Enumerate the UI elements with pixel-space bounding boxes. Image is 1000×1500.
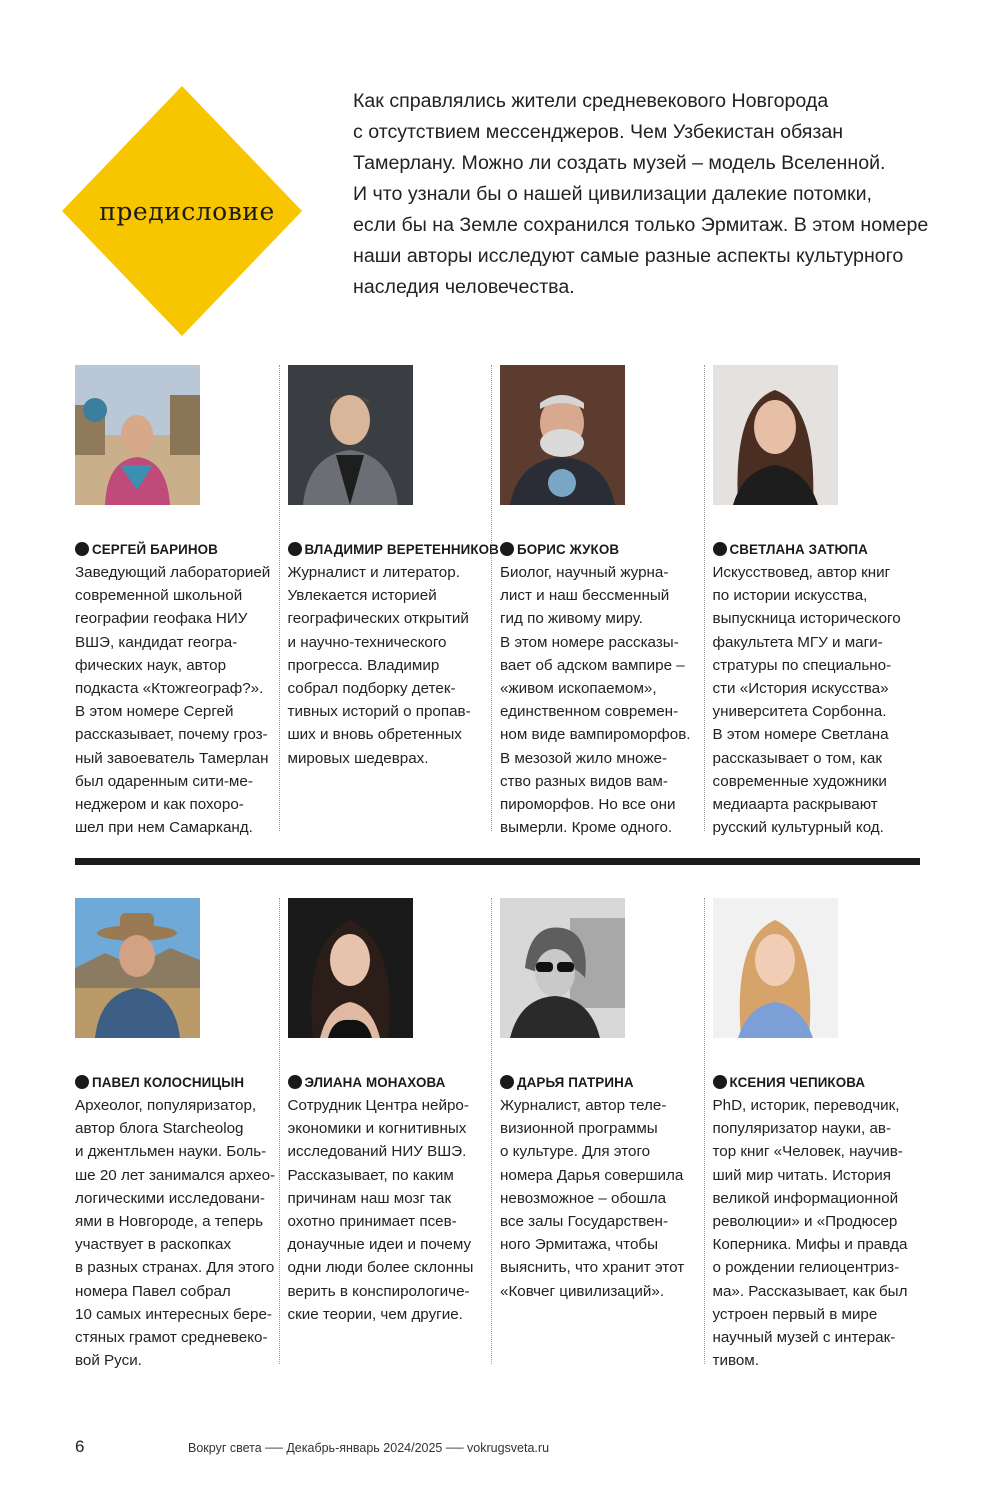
bio-line: неджером и как похоро- bbox=[75, 796, 244, 814]
bio-line: 10 самых интересных бере- bbox=[75, 1305, 272, 1323]
section-title: предисловие bbox=[99, 196, 275, 226]
bio-line: невозможное – обошла bbox=[500, 1189, 667, 1207]
bio-line: устроен первый в мире bbox=[712, 1305, 878, 1323]
author-name: ЭЛИАНА МОНАХОВА bbox=[288, 1072, 501, 1094]
section-diamond bbox=[62, 86, 302, 336]
bio-line: шел при нем Самарканд. bbox=[75, 819, 253, 837]
intro-line: с отсутствием мессенджеров. Чем Узбекистан обязан bbox=[353, 121, 844, 143]
bio-line: ших и вновь обретенных bbox=[287, 726, 462, 744]
bio-line: экономики и когнитивных bbox=[287, 1120, 467, 1138]
bio-line: участвует в раскопках bbox=[75, 1236, 232, 1254]
author-card-chepikova bbox=[712, 898, 926, 1370]
author-photo bbox=[500, 365, 625, 505]
bio-line: и научно-технического bbox=[287, 633, 447, 651]
bio-line: Увлекается историей bbox=[287, 587, 437, 605]
bio-line: о рождении гелиоцентриз- bbox=[712, 1259, 900, 1277]
bio-line: верить в конспирологиче- bbox=[287, 1282, 470, 1300]
bio-line: охотно принимает псев- bbox=[287, 1213, 457, 1231]
bullet-dot-icon bbox=[75, 1075, 89, 1089]
bio-line: лист и наш бессменный bbox=[500, 587, 670, 605]
author-name: КСЕНИЯ ЧЕПИКОВА bbox=[713, 1072, 926, 1094]
author-card-kolosnitsyn bbox=[75, 898, 288, 1370]
bio-line: сти «История искусства» bbox=[712, 680, 889, 698]
author-card-zhukov bbox=[500, 365, 713, 837]
author-photo bbox=[75, 365, 200, 505]
column-separator bbox=[704, 365, 705, 831]
column-separator bbox=[704, 898, 705, 1364]
bio-line: ские теории, чем другие. bbox=[287, 1305, 463, 1323]
bio-line: фических наук, автор bbox=[75, 656, 227, 674]
author-bio bbox=[288, 561, 501, 770]
intro-line: И что узнали бы о нашей цивилизации далекие потомки, bbox=[353, 183, 872, 205]
bio-line: ном виде вампироморфов. bbox=[500, 726, 691, 744]
author-card-monakhova bbox=[288, 898, 501, 1364]
column-separator bbox=[279, 365, 280, 831]
bio-line: причинам наш мозг так bbox=[287, 1189, 452, 1207]
bio-line: в разных странах. Для этого bbox=[75, 1259, 275, 1277]
bio-line: и джентльмен науки. Боль- bbox=[75, 1143, 267, 1161]
author-name: ПАВЕЛ КОЛОСНИЦЫН bbox=[75, 1072, 288, 1094]
intro-line: Как справлялись жители средневекового Новгорода bbox=[353, 90, 829, 112]
bio-line: Заведующий лабораторией bbox=[75, 564, 271, 581]
author-bio bbox=[288, 1094, 501, 1326]
author-bio bbox=[713, 1094, 926, 1372]
bio-line: собрал подборку детек- bbox=[287, 680, 456, 698]
author-photo bbox=[288, 365, 413, 505]
bullet-dot-icon bbox=[713, 1075, 727, 1089]
magazine-footer: Вокруг света ── Декабрь-январь 2024/2025 ── vokrugsveta.ru bbox=[188, 1441, 550, 1455]
author-card-patrina bbox=[500, 898, 713, 1364]
column-separator bbox=[279, 898, 280, 1364]
bio-line: Сотрудник Центра нейро- bbox=[287, 1097, 469, 1114]
bio-line: великой информационной bbox=[712, 1189, 899, 1207]
author-name: БОРИС ЖУКОВ bbox=[500, 539, 713, 561]
bio-line: логическими исследовани- bbox=[75, 1189, 265, 1207]
bio-line: Рассказывает, по каким bbox=[287, 1166, 454, 1184]
bio-line: исследований НИУ ВШЭ. bbox=[287, 1143, 467, 1161]
author-bio bbox=[500, 561, 713, 839]
bio-line: визионной программы bbox=[500, 1120, 658, 1138]
bio-line: Искусствовед, автор книг bbox=[712, 564, 891, 581]
bio-line: «Ковчег цивилизаций». bbox=[500, 1282, 665, 1300]
bio-line: номера Дарья совершила bbox=[500, 1166, 684, 1184]
author-card-barinov bbox=[75, 365, 288, 837]
author-photo bbox=[500, 898, 625, 1038]
author-photo bbox=[288, 898, 413, 1038]
bio-line: тивных историй о пропав- bbox=[287, 703, 471, 721]
author-photo bbox=[75, 898, 200, 1038]
bio-line: В мезозой жило множе- bbox=[500, 749, 668, 767]
bio-line: тивом. bbox=[712, 1352, 759, 1370]
bio-line: рассказывает о том, как bbox=[712, 749, 883, 767]
intro-line: наследия человечества. bbox=[353, 276, 575, 298]
bio-line: факультета МГУ и маги- bbox=[712, 633, 883, 651]
bio-line: выяснить, что хранит этот bbox=[500, 1259, 685, 1277]
bio-line: В этом номере Сергей bbox=[75, 703, 234, 721]
bio-line: автор блога Starcheolog bbox=[75, 1120, 244, 1138]
bio-line: Журналист и литератор. bbox=[287, 564, 460, 581]
author-bio bbox=[713, 561, 926, 839]
bio-line: донаучные идеи и почему bbox=[287, 1236, 472, 1254]
bio-line: ма». Рассказывает, как был bbox=[712, 1282, 908, 1300]
bio-line: ство разных видов вам- bbox=[500, 772, 668, 790]
author-bio bbox=[500, 1094, 713, 1303]
column-separator bbox=[491, 898, 492, 1364]
bio-line: ший мир читать. История bbox=[712, 1166, 891, 1184]
bio-line: вымерли. Кроме одного. bbox=[500, 819, 673, 837]
bio-line: вой Руси. bbox=[75, 1352, 142, 1370]
bio-line: географии геофака НИУ bbox=[75, 610, 248, 628]
bio-line: одни люди более склонны bbox=[287, 1259, 474, 1277]
bullet-dot-icon bbox=[288, 542, 302, 556]
author-name: ВЛАДИМИР ВЕРЕТЕННИКОВ bbox=[288, 539, 501, 561]
bio-line: рассказывает, почему гроз- bbox=[75, 726, 268, 744]
bio-line: по истории искусства, bbox=[712, 587, 868, 605]
author-bio bbox=[75, 561, 288, 839]
bio-line: выпускница исторического bbox=[712, 610, 901, 628]
bullet-dot-icon bbox=[713, 542, 727, 556]
bio-line: стяных грамот средневеко- bbox=[75, 1329, 268, 1347]
intro-paragraph bbox=[353, 86, 953, 303]
bio-line: ВШЭ, кандидат геогра- bbox=[75, 633, 238, 651]
author-name: ДАРЬЯ ПАТРИНА bbox=[500, 1072, 713, 1094]
column-separator bbox=[491, 365, 492, 831]
bio-line: ями в Новгороде, а теперь bbox=[75, 1213, 264, 1231]
bio-line: современной школьной bbox=[75, 587, 243, 605]
bio-line: В этом номере рассказы- bbox=[500, 633, 679, 651]
bio-line: гид по живому миру. bbox=[500, 610, 643, 628]
bio-line: PhD, историк, переводчик, bbox=[712, 1097, 900, 1114]
bio-line: современные художники bbox=[712, 772, 887, 790]
bio-line: единственном современ- bbox=[500, 703, 679, 721]
bio-line: популяризатор науки, ав- bbox=[712, 1120, 892, 1138]
authors-row-2 bbox=[75, 898, 925, 1370]
bio-line: подкаста «Ктожгеограф?». bbox=[75, 680, 264, 698]
bullet-dot-icon bbox=[500, 542, 514, 556]
author-bio bbox=[75, 1094, 288, 1372]
intro-line: Тамерлану. Можно ли создать музей – модель Вселенной. bbox=[353, 152, 886, 174]
bio-line: географических открытий bbox=[287, 610, 469, 628]
bio-line: ного Эрмитажа, чтобы bbox=[500, 1236, 659, 1254]
bio-line: Коперника. Мифы и правда bbox=[712, 1236, 908, 1254]
bio-line: В этом номере Светлана bbox=[712, 726, 889, 744]
author-photo bbox=[713, 898, 838, 1038]
intro-line: если бы на Земле сохранился только Эрмитаж. В этом номере bbox=[353, 214, 929, 236]
bio-line: стратуры по специально- bbox=[712, 656, 892, 674]
bio-line: мировых шедеврах. bbox=[287, 749, 429, 767]
bio-line: все залы Государствен- bbox=[500, 1213, 668, 1231]
bio-line: «живом ископаемом», bbox=[500, 680, 657, 698]
bio-line: вает об адском вампире – bbox=[500, 656, 685, 674]
bio-line: был одаренным сити-ме- bbox=[75, 772, 253, 790]
bio-line: научный музей с интерак- bbox=[712, 1329, 896, 1347]
authors-row-1 bbox=[75, 365, 925, 837]
bio-line: Биолог, научный журна- bbox=[500, 564, 669, 581]
bio-line: прогресса. Владимир bbox=[287, 656, 440, 674]
author-card-veretennikov bbox=[288, 365, 501, 831]
section-divider bbox=[75, 858, 920, 865]
bullet-dot-icon bbox=[75, 542, 89, 556]
author-photo bbox=[713, 365, 838, 505]
bio-line: о культуре. Для этого bbox=[500, 1143, 651, 1161]
bio-line: тор книг «Человек, научив- bbox=[712, 1143, 903, 1161]
bio-line: революции» и «Продюсер bbox=[712, 1213, 898, 1231]
bullet-dot-icon bbox=[500, 1075, 514, 1089]
author-name: СЕРГЕЙ БАРИНОВ bbox=[75, 539, 288, 561]
bullet-dot-icon bbox=[288, 1075, 302, 1089]
bio-line: русский культурный код. bbox=[712, 819, 884, 837]
intro-line: наши авторы исследуют самые разные аспекты культурного bbox=[353, 245, 904, 267]
bio-line: медиаарта раскрывают bbox=[712, 796, 878, 814]
page-number: 6 bbox=[75, 1437, 85, 1456]
author-name: СВЕТЛАНА ЗАТЮПА bbox=[713, 539, 926, 561]
bio-line: номера Павел собрал bbox=[75, 1282, 231, 1300]
bio-line: Археолог, популяризатор, bbox=[75, 1097, 257, 1114]
bio-line: Журналист, автор теле- bbox=[500, 1097, 667, 1114]
bio-line: ный завоеватель Тамерлан bbox=[75, 749, 269, 767]
bio-line: университета Сорбонна. bbox=[712, 703, 887, 721]
bio-line: ше 20 лет занимался архео- bbox=[75, 1166, 276, 1184]
author-card-zatyupa bbox=[712, 365, 926, 837]
bio-line: пироморфов. Но все они bbox=[500, 796, 676, 814]
